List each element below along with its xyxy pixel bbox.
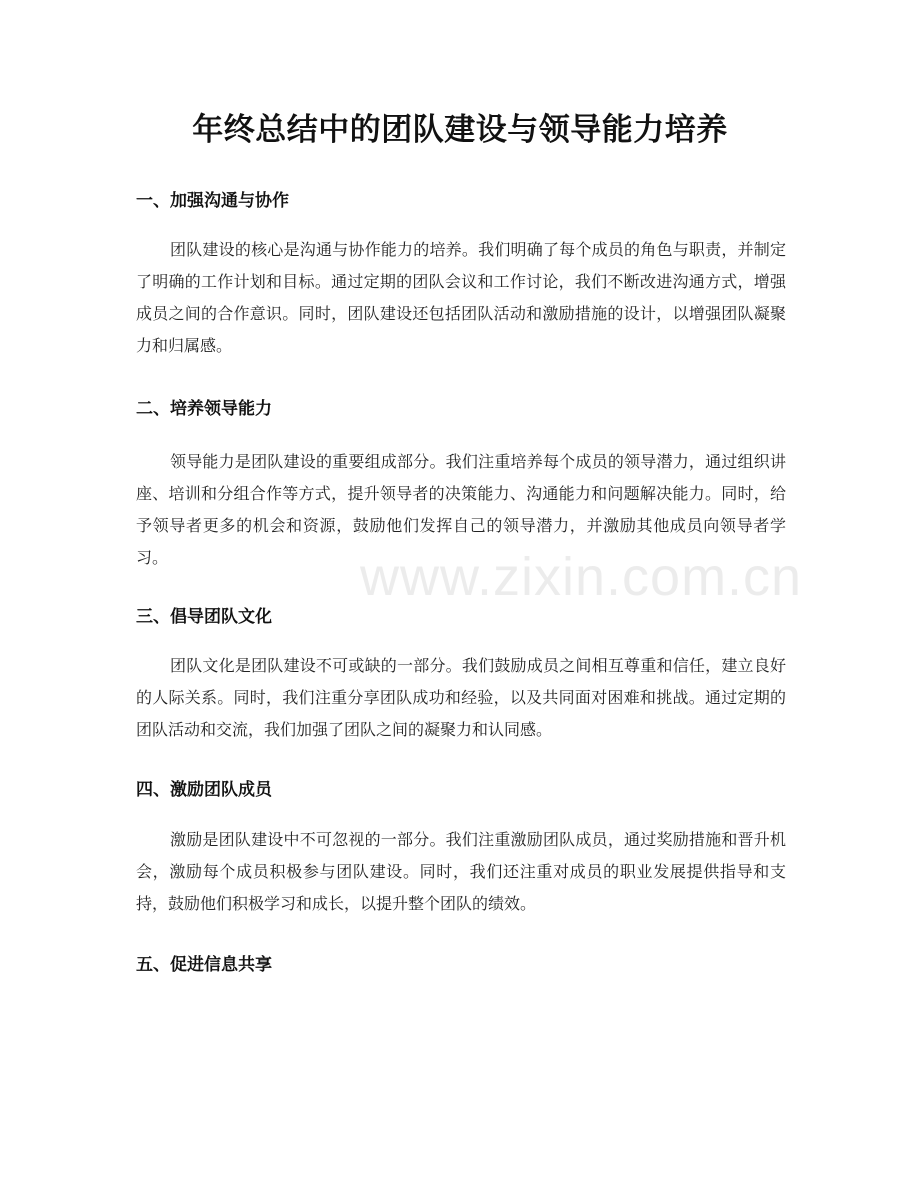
section-body-1: 团队建设的核心是沟通与协作能力的培养。我们明确了每个成员的角色与职责，并制定了明确的工作计划和目标。通过定期的团队会议和工作讨论，我们不断改进沟通方式，增强成员之间的合作意识。同时，团队建设还包括团队活动和激励措施的设计，以增强团队凝聚力和归属感。 [136, 240, 786, 355]
section-heading-5: 五、促进信息共享 [136, 955, 272, 975]
section-body-2: 领导能力是团队建设的重要组成部分。我们注重培养每个成员的领导潜力，通过组织讲座、培训和分组合作等方式，提升领导者的决策能力、沟通能力和问题解决能力。同时，给予领导者更多的机会和资源，鼓励他们发挥自己的领导潜力，并激励其他成员向领导者学习。 [136, 452, 786, 567]
section-heading-3: 三、倡导团队文化 [136, 607, 272, 627]
section-heading-2: 二、培养领导能力 [136, 399, 272, 419]
section-heading-4: 四、激励团队成员 [136, 780, 272, 800]
watermark: www.zixin.com.cn [360, 547, 803, 607]
section-body-3: 团队文化是团队建设不可或缺的一部分。我们鼓励成员之间相互尊重和信任，建立良好的人际关系。同时，我们注重分享团队成功和经验，以及共同面对困难和挑战。通过定期的团队活动和交流，我们加强了团队之间的凝聚力和认同感。 [136, 656, 786, 739]
page-title: 年终总结中的团队建设与领导能力培养 [192, 112, 728, 148]
section-heading-1: 一、加强沟通与协作 [136, 191, 289, 211]
section-body-4: 激励是团队建设中不可忽视的一部分。我们注重激励团队成员，通过奖励措施和晋升机会，激励每个成员积极参与团队建设。同时，我们还注重对成员的职业发展提供指导和支持，鼓励他们积极学习和成长，以提升整个团队的绩效。 [136, 830, 786, 913]
